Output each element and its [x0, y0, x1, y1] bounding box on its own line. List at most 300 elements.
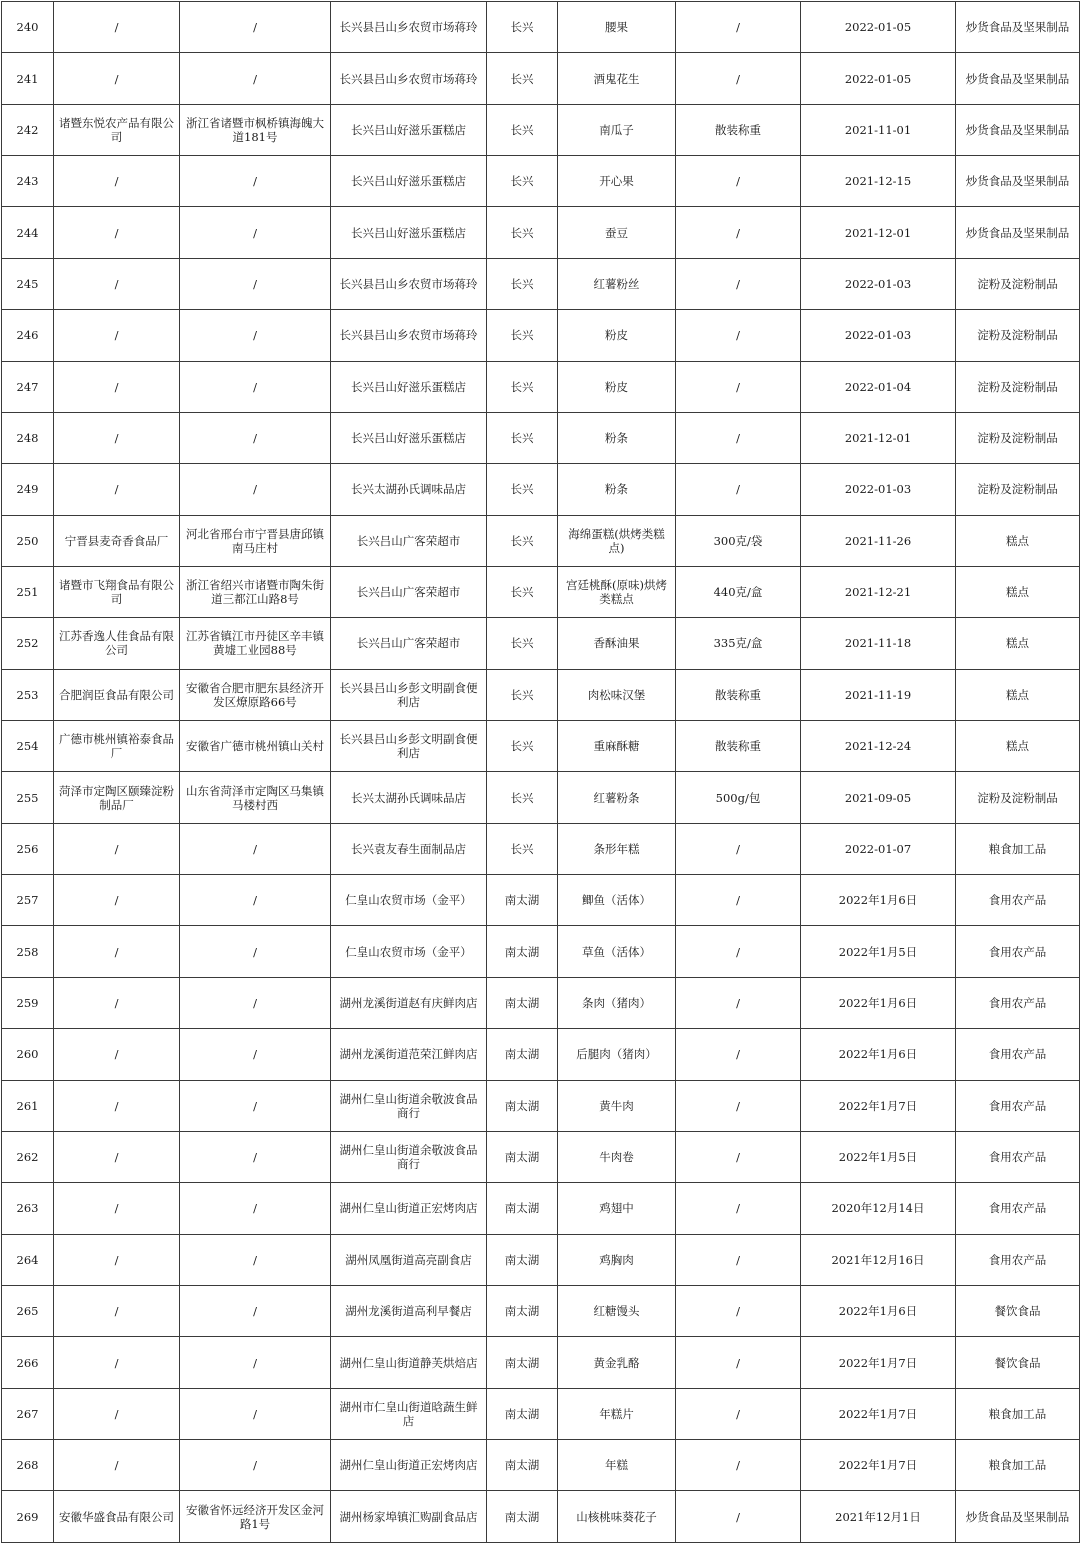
- sampled-store-cell: 长兴县吕山乡农贸市场蒋玲: [331, 53, 487, 104]
- production-date-cell: 2022-01-04: [801, 361, 956, 412]
- table-row: [2, 566, 1080, 617]
- region-cell: 南太湖: [487, 875, 558, 926]
- table-row: [2, 1234, 1080, 1285]
- production-date-cell: 2022年1月6日: [801, 977, 956, 1028]
- production-date-cell: 2021-12-01: [801, 207, 956, 258]
- production-date-cell: 2022-01-05: [801, 53, 956, 104]
- production-date-cell: 2022-01-05: [801, 2, 956, 53]
- food-category-cell: 粮食加工品: [956, 1388, 1080, 1439]
- production-date-cell: 2021-12-21: [801, 566, 956, 617]
- row-number-cell: 243: [2, 156, 54, 207]
- sampled-store-cell: 湖州市仁皇山街道晗蔬生鲜店: [331, 1388, 487, 1439]
- manufacturer-cell: /: [54, 464, 180, 515]
- manufacturer-cell: /: [54, 875, 180, 926]
- specification-cell: 300克/袋: [676, 515, 801, 566]
- specification-cell: /: [676, 53, 801, 104]
- specification-cell: 440克/盒: [676, 566, 801, 617]
- manufacturer-address-cell: /: [180, 258, 331, 309]
- food-category-cell: 餐饮食品: [956, 1285, 1080, 1336]
- row-number-cell: 248: [2, 412, 54, 463]
- row-number-cell: 251: [2, 566, 54, 617]
- food-category-cell: 糕点: [956, 618, 1080, 669]
- product-name-cell: 重麻酥糖: [558, 721, 676, 772]
- manufacturer-cell: 宁晋县麦奇香食品厂: [54, 515, 180, 566]
- manufacturer-address-cell: 安徽省合肥市肥东县经济开发区燎原路66号: [180, 669, 331, 720]
- manufacturer-cell: /: [54, 361, 180, 412]
- specification-cell: /: [676, 361, 801, 412]
- product-name-cell: 粉皮: [558, 310, 676, 361]
- region-cell: 长兴: [487, 258, 558, 309]
- manufacturer-address-cell: /: [180, 1029, 331, 1080]
- sampled-store-cell: 仁皇山农贸市场（金平）: [331, 875, 487, 926]
- region-cell: 长兴: [487, 464, 558, 515]
- table-row: [2, 2, 1080, 53]
- manufacturer-cell: /: [54, 1440, 180, 1491]
- food-category-cell: 食用农产品: [956, 977, 1080, 1028]
- product-name-cell: 鸡胸肉: [558, 1234, 676, 1285]
- region-cell: 南太湖: [487, 1029, 558, 1080]
- production-date-cell: 2021-09-05: [801, 772, 956, 823]
- sampled-store-cell: 湖州龙溪街道高利早餐店: [331, 1285, 487, 1336]
- manufacturer-cell: /: [54, 1234, 180, 1285]
- row-number-cell: 261: [2, 1080, 54, 1131]
- row-number-cell: 257: [2, 875, 54, 926]
- production-date-cell: 2021-12-24: [801, 721, 956, 772]
- product-name-cell: 年糕: [558, 1440, 676, 1491]
- sampled-store-cell: 湖州龙溪街道赵有庆鲜肉店: [331, 977, 487, 1028]
- manufacturer-cell: 江苏香逸人佳食品有限公司: [54, 618, 180, 669]
- manufacturer-address-cell: /: [180, 156, 331, 207]
- table-row: [2, 1285, 1080, 1336]
- production-date-cell: 2021年12月16日: [801, 1234, 956, 1285]
- row-number-cell: 255: [2, 772, 54, 823]
- table-row: [2, 207, 1080, 258]
- sampled-store-cell: 湖州仁皇山街道静芙烘焙店: [331, 1337, 487, 1388]
- production-date-cell: 2021-12-15: [801, 156, 956, 207]
- production-date-cell: 2021-11-01: [801, 104, 956, 155]
- manufacturer-cell: /: [54, 1183, 180, 1234]
- row-number-cell: 247: [2, 361, 54, 412]
- manufacturer-cell: 诸暨市飞翔食品有限公司: [54, 566, 180, 617]
- food-category-cell: 炒货食品及坚果制品: [956, 53, 1080, 104]
- table-row: [2, 1080, 1080, 1131]
- sampled-store-cell: 长兴县吕山乡农贸市场蒋玲: [331, 310, 487, 361]
- sampled-store-cell: 长兴吕山好滋乐蛋糕店: [331, 207, 487, 258]
- manufacturer-cell: /: [54, 977, 180, 1028]
- table-row: [2, 1388, 1080, 1439]
- row-number-cell: 242: [2, 104, 54, 155]
- sampled-store-cell: 长兴吕山好滋乐蛋糕店: [331, 361, 487, 412]
- region-cell: 南太湖: [487, 1183, 558, 1234]
- manufacturer-cell: 广德市桃州镇裕泰食品厂: [54, 721, 180, 772]
- food-category-cell: 食用农产品: [956, 1131, 1080, 1182]
- row-number-cell: 269: [2, 1491, 54, 1542]
- manufacturer-address-cell: /: [180, 207, 331, 258]
- manufacturer-address-cell: /: [180, 1131, 331, 1182]
- manufacturer-address-cell: /: [180, 1285, 331, 1336]
- row-number-cell: 241: [2, 53, 54, 104]
- specification-cell: /: [676, 1234, 801, 1285]
- production-date-cell: 2022年1月7日: [801, 1337, 956, 1388]
- row-number-cell: 246: [2, 310, 54, 361]
- table-row: [2, 669, 1080, 720]
- region-cell: 南太湖: [487, 977, 558, 1028]
- manufacturer-address-cell: /: [180, 1440, 331, 1491]
- manufacturer-address-cell: /: [180, 1183, 331, 1234]
- food-category-cell: 食用农产品: [956, 1080, 1080, 1131]
- specification-cell: /: [676, 1388, 801, 1439]
- sampled-store-cell: 长兴吕山广客荣超市: [331, 515, 487, 566]
- sampled-store-cell: 长兴县吕山乡农贸市场蒋玲: [331, 2, 487, 53]
- region-cell: 长兴: [487, 361, 558, 412]
- product-name-cell: 南瓜子: [558, 104, 676, 155]
- sampled-store-cell: 湖州仁皇山街道正宏烤肉店: [331, 1183, 487, 1234]
- food-category-cell: 炒货食品及坚果制品: [956, 1491, 1080, 1542]
- sampled-store-cell: 长兴吕山广客荣超市: [331, 618, 487, 669]
- production-date-cell: 2021-11-18: [801, 618, 956, 669]
- row-number-cell: 260: [2, 1029, 54, 1080]
- region-cell: 长兴: [487, 310, 558, 361]
- region-cell: 长兴: [487, 772, 558, 823]
- manufacturer-address-cell: 安徽省怀远经济开发区金河路1号: [180, 1491, 331, 1542]
- specification-cell: /: [676, 823, 801, 874]
- food-category-cell: 糕点: [956, 515, 1080, 566]
- table-row: [2, 823, 1080, 874]
- production-date-cell: 2022年1月6日: [801, 1029, 956, 1080]
- manufacturer-cell: /: [54, 207, 180, 258]
- food-category-cell: 淀粉及淀粉制品: [956, 258, 1080, 309]
- row-number-cell: 258: [2, 926, 54, 977]
- specification-cell: /: [676, 1131, 801, 1182]
- product-name-cell: 粉皮: [558, 361, 676, 412]
- production-date-cell: 2022年1月5日: [801, 1131, 956, 1182]
- table-row: [2, 1337, 1080, 1388]
- manufacturer-cell: /: [54, 1080, 180, 1131]
- product-name-cell: 草鱼（活体）: [558, 926, 676, 977]
- specification-cell: /: [676, 1029, 801, 1080]
- table-row: [2, 1440, 1080, 1491]
- food-category-cell: 淀粉及淀粉制品: [956, 772, 1080, 823]
- specification-cell: /: [676, 1491, 801, 1542]
- food-category-cell: 粮食加工品: [956, 823, 1080, 874]
- table-row: [2, 361, 1080, 412]
- food-category-cell: 糕点: [956, 721, 1080, 772]
- product-name-cell: 年糕片: [558, 1388, 676, 1439]
- food-category-cell: 食用农产品: [956, 1029, 1080, 1080]
- manufacturer-address-cell: /: [180, 823, 331, 874]
- specification-cell: /: [676, 1337, 801, 1388]
- table-row: [2, 412, 1080, 463]
- food-category-cell: 餐饮食品: [956, 1337, 1080, 1388]
- food-category-cell: 淀粉及淀粉制品: [956, 310, 1080, 361]
- product-name-cell: 山核桃味葵花子: [558, 1491, 676, 1542]
- manufacturer-cell: 菏泽市定陶区颐臻淀粉制品厂: [54, 772, 180, 823]
- row-number-cell: 244: [2, 207, 54, 258]
- product-name-cell: 鲫鱼（活体）: [558, 875, 676, 926]
- food-category-cell: 粮食加工品: [956, 1440, 1080, 1491]
- product-name-cell: 腰果: [558, 2, 676, 53]
- specification-cell: 500g/包: [676, 772, 801, 823]
- manufacturer-cell: /: [54, 412, 180, 463]
- specification-cell: /: [676, 1285, 801, 1336]
- manufacturer-cell: /: [54, 1131, 180, 1182]
- food-category-cell: 炒货食品及坚果制品: [956, 156, 1080, 207]
- production-date-cell: 2022年1月7日: [801, 1080, 956, 1131]
- sampled-store-cell: 湖州仁皇山街道余敬波食品商行: [331, 1080, 487, 1131]
- production-date-cell: 2021年12月1日: [801, 1491, 956, 1542]
- product-name-cell: 牛肉卷: [558, 1131, 676, 1182]
- product-name-cell: 开心果: [558, 156, 676, 207]
- row-number-cell: 262: [2, 1131, 54, 1182]
- table-row: [2, 310, 1080, 361]
- manufacturer-address-cell: /: [180, 464, 331, 515]
- food-category-cell: 食用农产品: [956, 875, 1080, 926]
- product-name-cell: 宫廷桃酥(原味)烘烤类糕点: [558, 566, 676, 617]
- manufacturer-address-cell: 江苏省镇江市丹徒区辛丰镇黄墟工业园88号: [180, 618, 331, 669]
- manufacturer-address-cell: /: [180, 1337, 331, 1388]
- product-name-cell: 红薯粉丝: [558, 258, 676, 309]
- row-number-cell: 252: [2, 618, 54, 669]
- manufacturer-address-cell: 山东省菏泽市定陶区马集镇马楼村西: [180, 772, 331, 823]
- table-row: [2, 618, 1080, 669]
- specification-cell: /: [676, 875, 801, 926]
- production-date-cell: 2022年1月7日: [801, 1440, 956, 1491]
- region-cell: 长兴: [487, 669, 558, 720]
- table-row: [2, 1029, 1080, 1080]
- region-cell: 长兴: [487, 156, 558, 207]
- row-number-cell: 264: [2, 1234, 54, 1285]
- production-date-cell: 2022-01-03: [801, 258, 956, 309]
- row-number-cell: 268: [2, 1440, 54, 1491]
- product-name-cell: 条形年糕: [558, 823, 676, 874]
- manufacturer-cell: /: [54, 926, 180, 977]
- table-row: [2, 1131, 1080, 1182]
- production-date-cell: 2021-11-26: [801, 515, 956, 566]
- region-cell: 南太湖: [487, 1491, 558, 1542]
- product-name-cell: 鸡翅中: [558, 1183, 676, 1234]
- specification-cell: /: [676, 207, 801, 258]
- table-row: [2, 875, 1080, 926]
- region-cell: 南太湖: [487, 1285, 558, 1336]
- sampled-store-cell: 长兴吕山广客荣超市: [331, 566, 487, 617]
- manufacturer-address-cell: /: [180, 926, 331, 977]
- product-name-cell: 粉条: [558, 464, 676, 515]
- product-name-cell: 肉松味汉堡: [558, 669, 676, 720]
- production-date-cell: 2022-01-07: [801, 823, 956, 874]
- row-number-cell: 267: [2, 1388, 54, 1439]
- production-date-cell: 2022年1月6日: [801, 1285, 956, 1336]
- sampled-store-cell: 长兴县吕山乡农贸市场蒋玲: [331, 258, 487, 309]
- manufacturer-cell: /: [54, 2, 180, 53]
- table-row: [2, 464, 1080, 515]
- sampled-store-cell: 湖州杨家埠镇汇购副食品店: [331, 1491, 487, 1542]
- specification-cell: /: [676, 258, 801, 309]
- product-name-cell: 酒鬼花生: [558, 53, 676, 104]
- region-cell: 长兴: [487, 566, 558, 617]
- region-cell: 长兴: [487, 412, 558, 463]
- specification-cell: 散装称重: [676, 721, 801, 772]
- region-cell: 长兴: [487, 2, 558, 53]
- specification-cell: /: [676, 464, 801, 515]
- manufacturer-cell: /: [54, 53, 180, 104]
- product-name-cell: 条肉（猪肉）: [558, 977, 676, 1028]
- sampled-store-cell: 湖州凤凰街道高亮副食店: [331, 1234, 487, 1285]
- sampled-store-cell: 长兴吕山好滋乐蛋糕店: [331, 156, 487, 207]
- sampled-store-cell: 湖州仁皇山街道余敬波食品商行: [331, 1131, 487, 1182]
- manufacturer-cell: /: [54, 310, 180, 361]
- manufacturer-address-cell: 浙江省诸暨市枫桥镇海魄大道181号: [180, 104, 331, 155]
- manufacturer-cell: 安徽华盛食品有限公司: [54, 1491, 180, 1542]
- product-name-cell: 蚕豆: [558, 207, 676, 258]
- sampled-store-cell: 长兴袁友春生面制品店: [331, 823, 487, 874]
- specification-cell: /: [676, 412, 801, 463]
- food-category-cell: 炒货食品及坚果制品: [956, 2, 1080, 53]
- manufacturer-cell: 合肥润臣食品有限公司: [54, 669, 180, 720]
- specification-cell: /: [676, 156, 801, 207]
- product-name-cell: 红薯粉条: [558, 772, 676, 823]
- specification-cell: /: [676, 2, 801, 53]
- table-row: [2, 53, 1080, 104]
- row-number-cell: 259: [2, 977, 54, 1028]
- region-cell: 长兴: [487, 823, 558, 874]
- table-row: [2, 977, 1080, 1028]
- row-number-cell: 254: [2, 721, 54, 772]
- manufacturer-address-cell: /: [180, 361, 331, 412]
- row-number-cell: 256: [2, 823, 54, 874]
- row-number-cell: 240: [2, 2, 54, 53]
- product-name-cell: 黄金乳酪: [558, 1337, 676, 1388]
- production-date-cell: 2022年1月5日: [801, 926, 956, 977]
- manufacturer-address-cell: /: [180, 875, 331, 926]
- region-cell: 南太湖: [487, 1337, 558, 1388]
- row-number-cell: 250: [2, 515, 54, 566]
- inspection-results-table: [1, 1, 1080, 1543]
- row-number-cell: 263: [2, 1183, 54, 1234]
- region-cell: 长兴: [487, 104, 558, 155]
- specification-cell: /: [676, 977, 801, 1028]
- production-date-cell: 2022年1月6日: [801, 875, 956, 926]
- specification-cell: /: [676, 1440, 801, 1491]
- manufacturer-address-cell: /: [180, 412, 331, 463]
- sampled-store-cell: 湖州仁皇山街道正宏烤肉店: [331, 1440, 487, 1491]
- manufacturer-address-cell: 河北省邢台市宁晋县唐邱镇南马庄村: [180, 515, 331, 566]
- food-category-cell: 糕点: [956, 566, 1080, 617]
- manufacturer-address-cell: /: [180, 310, 331, 361]
- production-date-cell: 2020年12月14日: [801, 1183, 956, 1234]
- production-date-cell: 2022年1月7日: [801, 1388, 956, 1439]
- food-category-cell: 食用农产品: [956, 926, 1080, 977]
- region-cell: 南太湖: [487, 926, 558, 977]
- manufacturer-address-cell: 安徽省广德市桃州镇山关村: [180, 721, 331, 772]
- food-category-cell: 食用农产品: [956, 1234, 1080, 1285]
- specification-cell: 335克/盒: [676, 618, 801, 669]
- region-cell: 南太湖: [487, 1080, 558, 1131]
- manufacturer-address-cell: /: [180, 977, 331, 1028]
- region-cell: 南太湖: [487, 1388, 558, 1439]
- table-body: [2, 2, 1080, 1543]
- sampled-store-cell: 长兴太湖孙氏调味品店: [331, 772, 487, 823]
- sampled-store-cell: 长兴县吕山乡彭文明副食便利店: [331, 721, 487, 772]
- product-name-cell: 后腿肉（猪肉）: [558, 1029, 676, 1080]
- manufacturer-cell: 诸暨东悦农产品有限公司: [54, 104, 180, 155]
- table-row: [2, 721, 1080, 772]
- production-date-cell: 2021-12-01: [801, 412, 956, 463]
- manufacturer-address-cell: /: [180, 1388, 331, 1439]
- region-cell: 南太湖: [487, 1234, 558, 1285]
- table-row: [2, 1491, 1080, 1542]
- sampled-store-cell: 长兴吕山好滋乐蛋糕店: [331, 412, 487, 463]
- row-number-cell: 266: [2, 1337, 54, 1388]
- sampled-store-cell: 长兴县吕山乡彭文明副食便利店: [331, 669, 487, 720]
- row-number-cell: 253: [2, 669, 54, 720]
- specification-cell: /: [676, 1080, 801, 1131]
- product-name-cell: 香酥油果: [558, 618, 676, 669]
- production-date-cell: 2022-01-03: [801, 464, 956, 515]
- food-category-cell: 淀粉及淀粉制品: [956, 412, 1080, 463]
- specification-cell: /: [676, 926, 801, 977]
- region-cell: 长兴: [487, 207, 558, 258]
- table-row: [2, 104, 1080, 155]
- region-cell: 长兴: [487, 721, 558, 772]
- product-name-cell: 粉条: [558, 412, 676, 463]
- table-row: [2, 926, 1080, 977]
- region-cell: 长兴: [487, 515, 558, 566]
- specification-cell: /: [676, 310, 801, 361]
- food-category-cell: 炒货食品及坚果制品: [956, 104, 1080, 155]
- manufacturer-cell: /: [54, 156, 180, 207]
- manufacturer-cell: /: [54, 1388, 180, 1439]
- specification-cell: 散装称重: [676, 669, 801, 720]
- manufacturer-cell: /: [54, 258, 180, 309]
- table-row: [2, 156, 1080, 207]
- food-category-cell: 食用农产品: [956, 1183, 1080, 1234]
- table-row: [2, 258, 1080, 309]
- specification-cell: /: [676, 1183, 801, 1234]
- food-category-cell: 炒货食品及坚果制品: [956, 207, 1080, 258]
- manufacturer-address-cell: /: [180, 2, 331, 53]
- region-cell: 长兴: [487, 618, 558, 669]
- manufacturer-cell: /: [54, 1285, 180, 1336]
- food-category-cell: 淀粉及淀粉制品: [956, 361, 1080, 412]
- manufacturer-cell: /: [54, 823, 180, 874]
- sampled-store-cell: 长兴吕山好滋乐蛋糕店: [331, 104, 487, 155]
- food-category-cell: 糕点: [956, 669, 1080, 720]
- production-date-cell: 2022-01-03: [801, 310, 956, 361]
- region-cell: 长兴: [487, 53, 558, 104]
- row-number-cell: 249: [2, 464, 54, 515]
- region-cell: 南太湖: [487, 1440, 558, 1491]
- product-name-cell: 海绵蛋糕(烘烤类糕点): [558, 515, 676, 566]
- product-name-cell: 黄牛肉: [558, 1080, 676, 1131]
- row-number-cell: 245: [2, 258, 54, 309]
- manufacturer-cell: /: [54, 1029, 180, 1080]
- table-row: [2, 515, 1080, 566]
- sampled-store-cell: 长兴太湖孙氏调味品店: [331, 464, 487, 515]
- region-cell: 南太湖: [487, 1131, 558, 1182]
- product-name-cell: 红糖馒头: [558, 1285, 676, 1336]
- manufacturer-address-cell: /: [180, 53, 331, 104]
- table-row: [2, 1183, 1080, 1234]
- manufacturer-address-cell: /: [180, 1080, 331, 1131]
- manufacturer-address-cell: /: [180, 1234, 331, 1285]
- table-row: [2, 772, 1080, 823]
- food-category-cell: 淀粉及淀粉制品: [956, 464, 1080, 515]
- specification-cell: 散装称重: [676, 104, 801, 155]
- manufacturer-cell: /: [54, 1337, 180, 1388]
- sampled-store-cell: 仁皇山农贸市场（金平）: [331, 926, 487, 977]
- sampled-store-cell: 湖州龙溪街道范荣江鲜肉店: [331, 1029, 487, 1080]
- production-date-cell: 2021-11-19: [801, 669, 956, 720]
